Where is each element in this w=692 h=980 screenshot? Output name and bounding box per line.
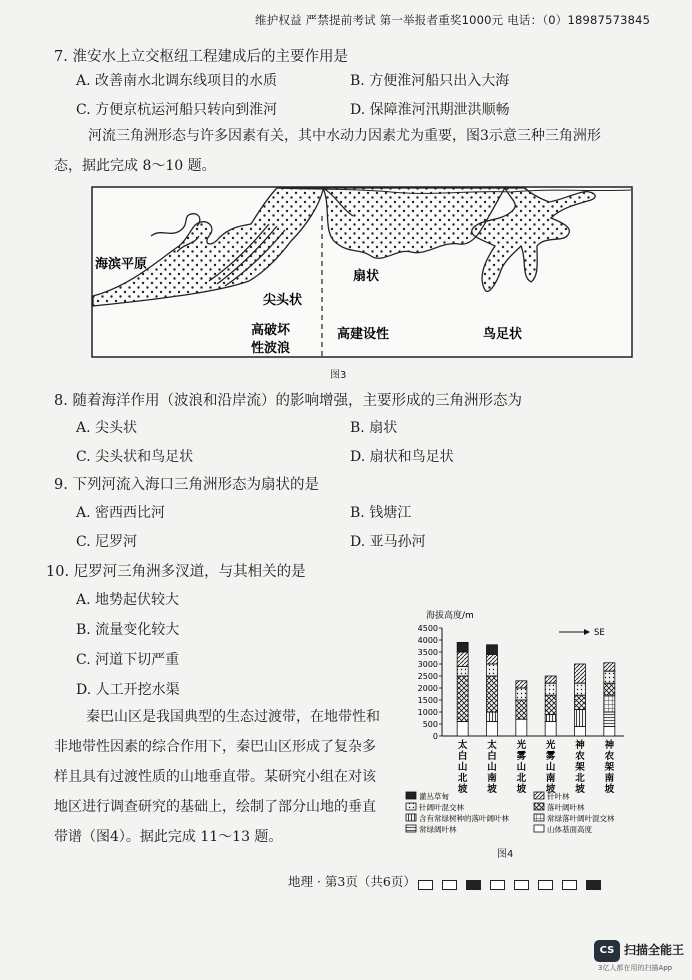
legend-swatch [406, 814, 416, 821]
bar-segment [604, 671, 615, 683]
scanner-name: 扫描全能王 [624, 943, 685, 957]
x-tick-label-char: 南 [604, 773, 615, 784]
bars-group [457, 642, 615, 736]
bar-segment [545, 676, 556, 683]
bar-segment [604, 726, 615, 736]
x-tick-label-char: 神 [575, 740, 585, 751]
q8-option-c: C. 尖头状和鸟足状 [76, 449, 194, 465]
x-tick-label-char: 神 [604, 740, 615, 751]
label-high-wave-2: 性波浪 [251, 341, 291, 356]
direction-label: SE [594, 628, 605, 638]
x-tick-label-char: 北 [516, 773, 527, 784]
intro-11-13-line3: 样且具有过渡性质的山地垂直带。某研究小组在对该 [54, 769, 376, 785]
bar-segment [604, 695, 615, 712]
legend-swatch [406, 825, 416, 832]
y-tick-label: 1000 [417, 708, 438, 717]
bar-segment [516, 688, 527, 700]
x-tick-label-char: 架 [575, 762, 585, 773]
page-header: 维护权益 严禁提前考试 第一举报者重奖1000元 电话：（0）18987573845 [255, 13, 651, 27]
legend-label: 针叶林 [547, 792, 570, 801]
bar-segment [575, 710, 586, 727]
label-cuspate: 尖头状 [263, 293, 303, 308]
bar-segment [487, 664, 498, 676]
y-tick-label: 3000 [417, 660, 438, 669]
q10-option-b: B. 流量变化较大 [76, 622, 180, 638]
x-tick-label-char: 白 [457, 751, 468, 762]
q7-option-c: C. 方便京杭运河船只转向到淮河 [76, 102, 278, 118]
x-tick-label-char: 光 [516, 740, 527, 751]
bar-segment [457, 666, 468, 676]
x-tick-label-char: 坡 [575, 784, 585, 795]
footer-marker-box [562, 880, 577, 890]
bar-segment [604, 683, 615, 695]
legend-swatch [534, 825, 544, 832]
q7-option-b: B. 方便淮河船只出入大海 [350, 73, 510, 89]
bar-segment [487, 722, 498, 736]
q9-option-c: C. 尼罗河 [76, 534, 138, 550]
legend-swatch [406, 803, 416, 810]
q7-option-a: A. 改善南水北调东线项目的水质 [76, 73, 278, 89]
bar-segment [457, 722, 468, 736]
x-tick-label-char: 农 [575, 751, 585, 762]
bar-segment [516, 700, 527, 719]
bar-segment [457, 642, 468, 652]
intro-11-13-line1: 秦巴山区是我国典型的生态过渡带，在地带性和 [86, 709, 380, 725]
bar-segment [604, 712, 615, 726]
question-10: 10. 尼罗河三角洲多汊道，与其相关的是 [46, 564, 306, 580]
intro-11-13-line4: 地区进行调查研究的基础上，绘制了部分山地的垂直 [54, 799, 376, 815]
x-tick-label-char: 坡 [545, 784, 556, 795]
x-tick-label-char: 白 [487, 751, 497, 762]
label-high-build: 高建设性 [337, 327, 390, 342]
footer-marker-boxes [418, 874, 610, 893]
x-tick-label-char: 坡 [516, 784, 527, 795]
legend-swatch [534, 792, 544, 799]
legend-label: 灌丛草甸 [419, 792, 449, 801]
page-footer: 地理 · 第3页（共6页） [288, 874, 416, 889]
q9-option-a: A. 密西西比河 [76, 505, 166, 521]
intro-8-10-line2: 态，据此完成 8～10 题。 [54, 158, 216, 174]
x-tick-label-char: 雾 [516, 751, 527, 762]
footer-marker-box [490, 880, 505, 890]
bar-segment [487, 645, 498, 655]
q9-option-d: D. 亚马孙河 [350, 534, 426, 550]
q9-option-b: B. 钱塘江 [350, 505, 412, 521]
footer-marker-box [442, 880, 457, 890]
bar-segment [575, 726, 586, 736]
x-tick-label-char: 坡 [457, 784, 468, 795]
x-tick-label-char: 光 [545, 740, 556, 751]
bar-segment [457, 676, 468, 722]
question-7: 7. 淮安水上立交枢纽工程建成后的主要作用是 [54, 49, 348, 65]
question-9: 9. 下列河流入海口三角洲形态为扇状的是 [54, 477, 319, 493]
intro-11-13-line2: 非地带性因素的综合作用下，秦巴山区形成了复杂多 [54, 739, 376, 755]
legend-label: 常绿阔叶林 [419, 825, 457, 834]
q10-option-d: D. 人工开挖水渠 [76, 682, 180, 698]
x-tick-label-char: 太 [487, 740, 497, 751]
arrow-head-icon [584, 629, 590, 635]
x-tick-label-char: 北 [575, 773, 585, 784]
x-tick-label-char: 山 [487, 762, 497, 773]
x-tick-label-char: 南 [545, 773, 556, 784]
x-tick-label-char: 北 [457, 773, 468, 784]
bar-segment [575, 683, 586, 695]
y-tick-label: 2500 [417, 672, 438, 681]
q8-option-d: D. 扇状和鸟足状 [350, 449, 454, 465]
intro-8-10-line1: 河流三角洲形态与许多因素有关，其中水动力因素尤为重要，图3示意三种三角洲形 [88, 128, 601, 144]
figure-3-caption: 图3 [330, 370, 347, 381]
legend-label: 山体基面高度 [547, 825, 592, 834]
bar-segment [545, 695, 556, 714]
x-tick-label-char: 坡 [487, 784, 497, 795]
bar-segment [516, 719, 527, 736]
label-coast-plain: 海滨平原 [95, 257, 148, 272]
x-labels [457, 739, 615, 795]
x-tick-label-char: 南 [487, 773, 497, 784]
bar-segment [487, 712, 498, 722]
bar-segment [487, 654, 498, 664]
label-fan: 扇状 [353, 269, 380, 284]
label-bird-foot: 鸟足状 [483, 327, 523, 342]
bar-segment [457, 652, 468, 666]
bar-segment [545, 714, 556, 721]
legend-label: 落叶阔叶林 [547, 803, 585, 812]
q10-option-a: A. 地势起伏较大 [76, 592, 180, 608]
camscanner-logo-icon: CS [594, 940, 620, 962]
figure-4-caption: 图4 [497, 849, 514, 860]
y-tick-label: 4500 [417, 624, 438, 633]
footer-marker-box [538, 880, 553, 890]
figure-4-legend [404, 790, 636, 836]
legend-label: 含有常绿树种的落叶阔叶林 [419, 814, 509, 823]
y-tick-label: 4000 [417, 636, 438, 645]
x-tick-label-char: 山 [516, 762, 527, 773]
x-tick-label-char: 架 [604, 762, 615, 773]
y-tick-label: 500 [422, 720, 438, 729]
x-tick-label-char: 雾 [545, 751, 556, 762]
y-tick-label: 0 [432, 732, 438, 741]
bar-segment [545, 683, 556, 695]
legend-label: 常绿落叶阔叶混交林 [547, 814, 615, 823]
footer-marker-box [418, 880, 433, 890]
bar-segment [516, 681, 527, 688]
footer-marker-box [514, 880, 529, 890]
bar-segment [575, 664, 586, 683]
q8-option-a: A. 尖头状 [76, 420, 138, 436]
figure-3-delta-diagram [91, 186, 633, 358]
legend-swatch [534, 803, 544, 810]
x-tick-label-char: 山 [457, 762, 468, 773]
footer-marker-box [466, 880, 481, 890]
x-tick-label-char: 山 [545, 762, 556, 773]
x-tick-label-char: 农 [604, 751, 615, 762]
question-8: 8. 随着海洋作用（波浪和沿岸流）的影响增强，主要形成的三角洲形态为 [54, 393, 522, 409]
x-tick-label-char: 太 [457, 740, 468, 751]
footer-marker-box [586, 880, 601, 890]
x-tick-label-char: 坡 [604, 784, 615, 795]
y-tick-label: 3500 [417, 648, 438, 657]
bar-segment [604, 663, 615, 671]
y-tick-label: 2000 [417, 684, 438, 693]
intro-11-13-line5: 带谱（图4）。据此完成 11～13 题。 [54, 829, 283, 845]
bar-segment [575, 695, 586, 709]
y-tick-label: 1500 [417, 696, 438, 705]
legend-label: 针阔叶混交林 [419, 803, 464, 812]
scanner-sub: 3亿人都在用的扫描App [598, 964, 673, 972]
q10-option-c: C. 河道下切严重 [76, 652, 180, 668]
q8-option-b: B. 扇状 [350, 420, 398, 436]
legend-swatch [406, 792, 416, 799]
bar-segment [487, 676, 498, 712]
bar-segment [545, 722, 556, 736]
legend-swatch [534, 814, 544, 821]
chart-ylabel: 海拔高度/m [426, 611, 474, 621]
label-high-wave-1: 高破坏 [251, 323, 291, 338]
q7-option-d: D. 保障淮河汛期泄洪顺畅 [350, 102, 510, 118]
